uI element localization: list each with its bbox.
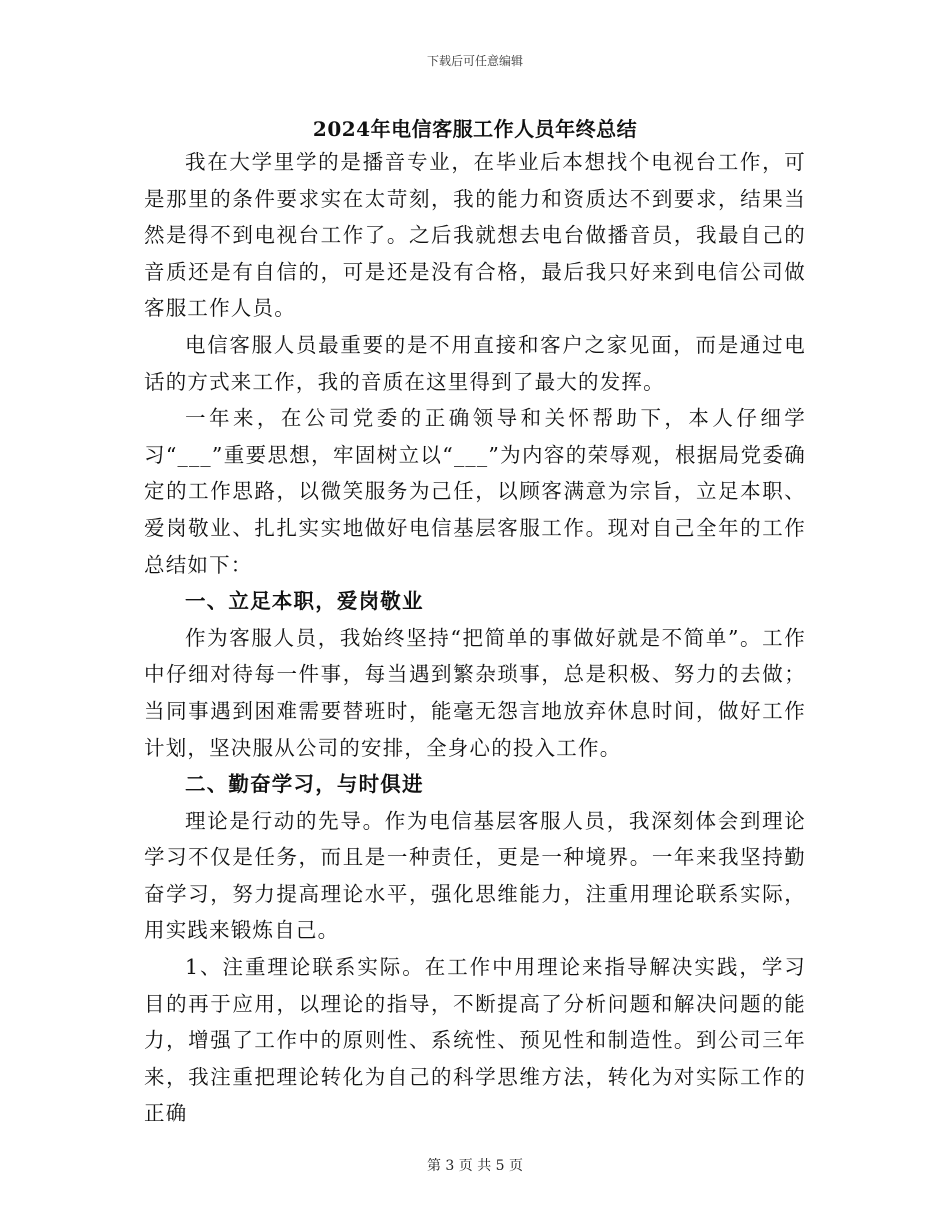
paragraph-point-1: 1、注重理论联系实际。在工作中用理论来指导解决实践，学习目的再于应用，以理论的指导，不断提高了分析问题和解决问题的能力，增强了工作中的原则性、系统性、预见性和制造性。到公司三年来，我注重把理论转化为自己的科学思维方法，转化为对实际工作的正确 [144, 955, 806, 1126]
page-number: 第 3 页 共 5 页 [426, 1158, 524, 1174]
page-header: 下载后可任意编辑 [426, 54, 523, 68]
section-heading-2: 二、勤奋学习，与时俱进 [185, 772, 424, 797]
document-title: 2024年电信客服工作人员年终总结 [312, 117, 638, 141]
paragraph-intro: 我在大学里学的是播音专业，在毕业后本想找个电视台工作，可是那里的条件要求实在太苛刻，我的能力和资质达不到要求，结果当然是得不到电视台工作了。之后我就想去电台做播音员，我最自己的音质还是有自信的，可是还是没有合格，最后我只好来到电信公司做客服工作人员。 [144, 150, 806, 321]
paragraph-section-2: 理论是行动的先导。作为电信基层客服人员，我深刻体会到理论学习不仅是任务，而且是一种责任，更是一种境界。一年来我坚持勤奋学习，努力提高理论水平，强化思维能力，注重用理论联系实际，用实践来锻炼自己。 [144, 808, 806, 943]
section-heading-1: 一、立足本职，爱岗敬业 [185, 589, 424, 614]
paragraph-overview: 一年来，在公司党委的正确领导和关怀帮助下，本人仔细学习“___”重要思想，牢固树立以“___”为内容的荣辱观，根据局党委确定的工作思路，以微笑服务为己任，以顾客满意为宗旨，立足本职、爱岗敬业、扎扎实实地做好电信基层客服工作。现对自己全年的工作总结如下： [144, 406, 806, 577]
document-body [144, 144, 806, 1132]
paragraph-section-1: 作为客服人员，我始终坚持“把简单的事做好就是不简单”。工作中仔细对待每一件事，每当遇到繁杂琐事，总是积极、努力的去做；当同事遇到困难需要替班时，能毫无怨言地放弃休息时间，做好工作计划，坚决服从公司的安排，全身心的投入工作。 [144, 625, 806, 760]
paragraph-voice: 电信客服人员最重要的是不用直接和客户之家见面，而是通过电话的方式来工作，我的音质在这里得到了最大的发挥。 [144, 332, 806, 394]
